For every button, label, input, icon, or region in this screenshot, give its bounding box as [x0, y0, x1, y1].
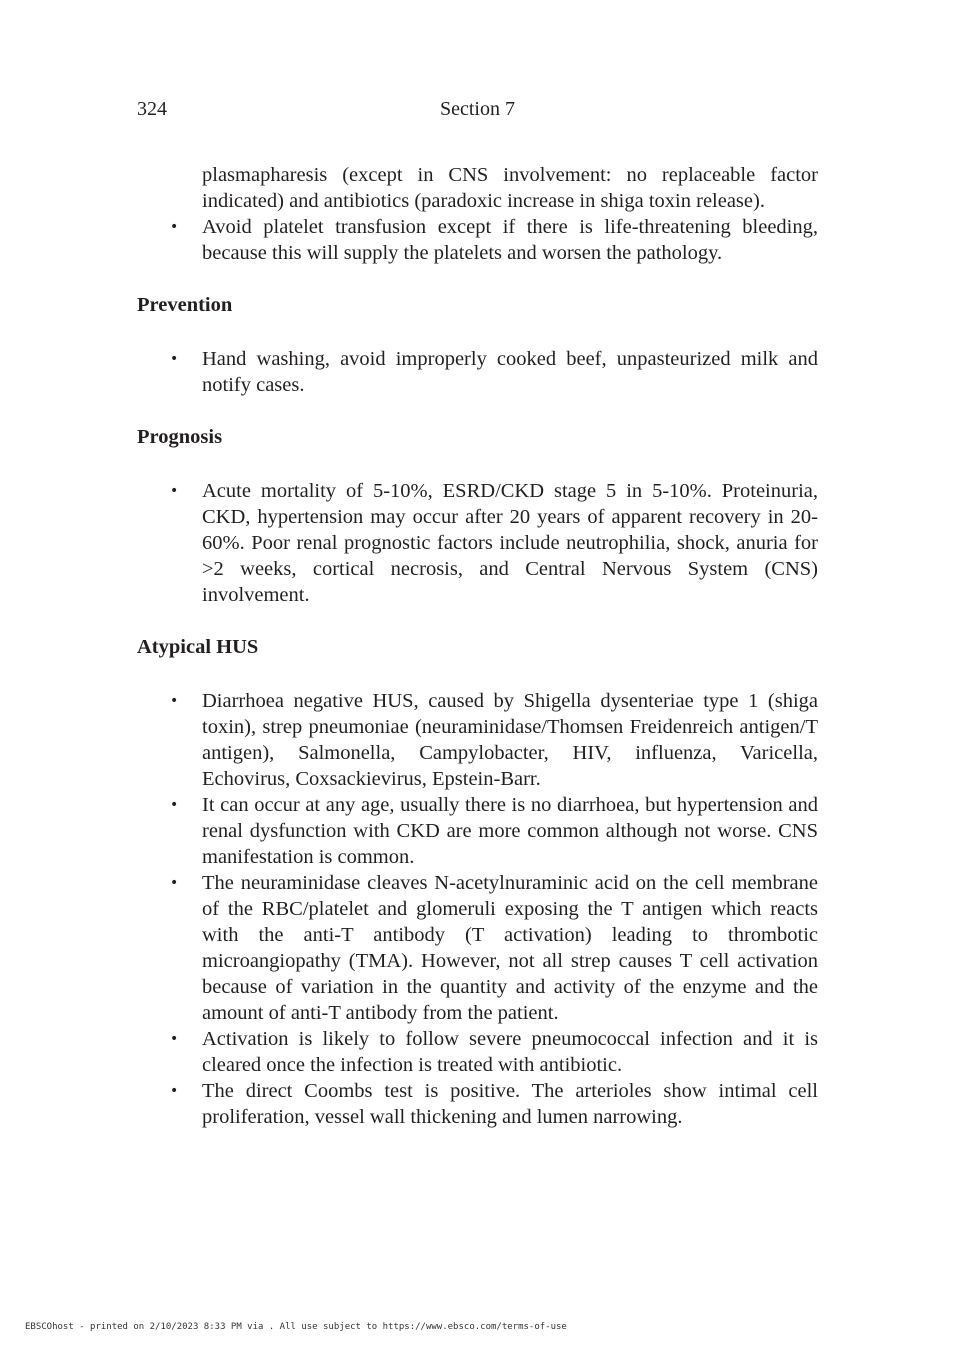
list-item: [137, 478, 818, 608]
section-heading-atypical-hus: Atypical HUS: [137, 636, 259, 658]
list-item: [137, 346, 818, 398]
list-item-text: The neuraminidase cleaves N-acetylnuraminic acid on the cell membrane of the RBC/platelet and glomeruli exposing the T antigen which reacts with the anti-T antibody (T activation) leading to thrombotic microangiopathy (TMA). However, not all strep causes T cell activation because of variation in the quantity and activity of the enzyme and the amount of anti-T antibody from the patient.: [202, 872, 818, 1024]
continued-paragraph: plasmapharesis (except in CNS involvement: no replaceable factor indicated) and antibiotics (paradoxic increase in shiga toxin release).: [202, 164, 818, 212]
bullet-icon: •: [170, 219, 179, 235]
bullet-icon: •: [170, 351, 179, 367]
bullet-icon: •: [170, 1083, 179, 1099]
bullet-icon: •: [170, 693, 179, 709]
page-number: 324: [137, 98, 167, 120]
bullet-icon: •: [170, 797, 179, 813]
page-body: [137, 162, 818, 1130]
list-item-text: The direct Coombs test is positive. The arterioles show intimal cell proliferation, vessel wall thickening and lumen narrowing.: [202, 1080, 818, 1128]
list-item: [137, 688, 818, 792]
list-item-text: Hand washing, avoid improperly cooked beef, unpasteurized milk and notify cases.: [202, 348, 818, 396]
bullet-icon: •: [170, 1031, 179, 1047]
list-item: [137, 214, 818, 266]
bullet-icon: •: [170, 483, 179, 499]
list-item: [137, 870, 818, 1026]
bullet-list: [137, 688, 818, 1130]
list-item-text: Activation is likely to follow severe pneumococcal infection and it is cleared once the infection is treated with antibiotic.: [202, 1028, 818, 1076]
section-heading-prevention: Prevention: [137, 294, 233, 316]
list-item: [137, 1026, 818, 1078]
list-item: [137, 1078, 818, 1130]
print-footer: EBSCOhost - printed on 2/10/2023 8:33 PM via . All use subject to https://www.ebsco.com/terms-of-use: [25, 1322, 567, 1332]
bullet-list: [137, 478, 818, 608]
list-item-text: It can occur at any age, usually there is no diarrhoea, but hypertension and renal dysfunction with CKD are more common although not worse. CNS manifestation is common.: [202, 794, 818, 868]
list-item-text: Acute mortality of 5-10%, ESRD/CKD stage 5 in 5-10%. Proteinuria, CKD, hypertension may occur after 20 years of apparent recovery in 20-60%. Poor renal prognostic factors include neutrophilia, shock, anuria for >2 weeks, cortical necrosis, and Central Nervous System (CNS) involvement.: [202, 480, 818, 606]
page-header: [137, 96, 818, 122]
list-item-text: Avoid platelet transfusion except if there is life-threatening bleeding, because this will supply the platelets and worsen the pathology.: [202, 216, 818, 264]
list-item-text: Diarrhoea negative HUS, caused by Shigella dysenteriae type 1 (shiga toxin), strep pneumoniae (neuraminidase/Thomsen Freidenreich antigen/T antigen), Salmonella, Campylobacter, HIV, influenza, Varicella, Echovirus, Coxsackievirus, Epstein-Barr.: [202, 690, 818, 790]
bullet-list: [137, 214, 818, 266]
bullet-list: [137, 346, 818, 398]
running-header-section: Section 7: [440, 98, 515, 120]
bullet-icon: •: [170, 875, 179, 891]
section-heading-prognosis: Prognosis: [137, 426, 223, 448]
list-item: [137, 792, 818, 870]
